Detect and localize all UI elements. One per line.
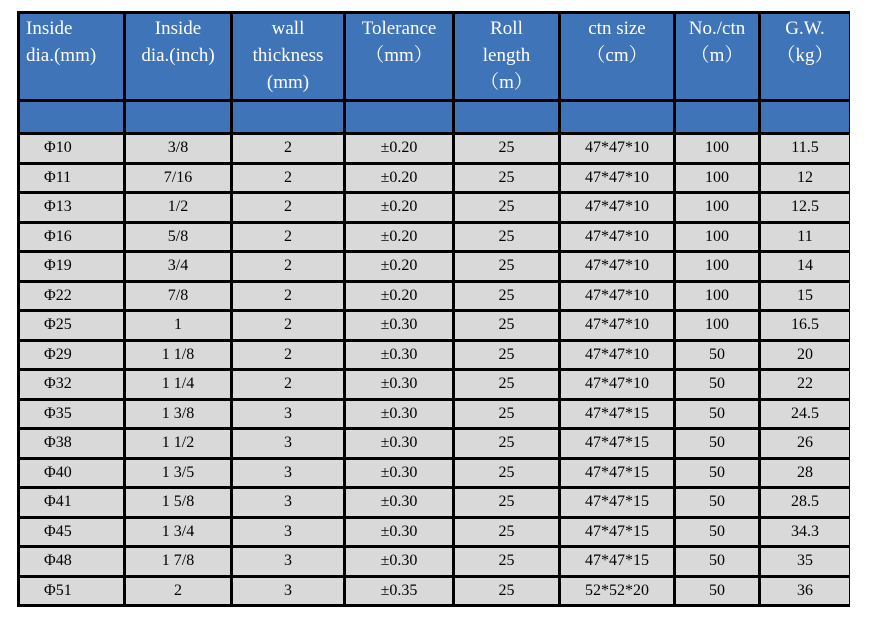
table-cell: 1/2 xyxy=(126,194,230,221)
table-cell: 25 xyxy=(455,135,558,162)
table-cell: 3 xyxy=(233,489,343,516)
header-cell xyxy=(20,14,123,99)
table-cell: 34.3 xyxy=(761,519,849,546)
header-label-line: （cm） xyxy=(586,45,648,66)
table-cell: 3 xyxy=(233,578,343,605)
table-cell: 25 xyxy=(455,165,558,192)
table-cell: 25 xyxy=(455,194,558,221)
table-cell: 2 xyxy=(233,253,343,280)
table-cell: ±0.30 xyxy=(346,548,452,575)
header-label-line: Inside xyxy=(154,18,202,39)
table-cell: Φ41 xyxy=(20,489,123,516)
table-row xyxy=(20,312,849,339)
table-cell: 1 1/2 xyxy=(126,430,230,457)
table-cell: 7/8 xyxy=(126,283,230,310)
table-cell: 50 xyxy=(676,430,758,457)
table-cell: 7/16 xyxy=(126,165,230,192)
header-label-line: （m） xyxy=(690,45,744,66)
header-band-cell xyxy=(761,102,849,132)
table-cell: Φ35 xyxy=(20,401,123,428)
header-label-line: length xyxy=(482,45,531,66)
table-cell: Φ45 xyxy=(20,519,123,546)
table-cell: 14 xyxy=(761,253,849,280)
header-band-cell xyxy=(455,102,558,132)
table-cell: 47*47*15 xyxy=(561,489,673,516)
table-row xyxy=(20,548,849,575)
table-cell: 47*47*15 xyxy=(561,548,673,575)
header-band-cell xyxy=(126,102,230,132)
table-cell: 2 xyxy=(126,578,230,605)
table-cell: 25 xyxy=(455,253,558,280)
header-band-cell xyxy=(676,102,758,132)
table-cell: 50 xyxy=(676,371,758,398)
table-cell: 20 xyxy=(761,342,849,369)
table-cell: 12.5 xyxy=(761,194,849,221)
table-cell: 1 3/8 xyxy=(126,401,230,428)
table-cell: 47*47*15 xyxy=(561,460,673,487)
table-cell: ±0.20 xyxy=(346,224,452,251)
table-cell: Φ48 xyxy=(20,548,123,575)
table-cell: 3 xyxy=(233,460,343,487)
header-label-line: No./ctn xyxy=(688,18,746,39)
table-cell: 50 xyxy=(676,489,758,516)
table-cell: 47*47*10 xyxy=(561,283,673,310)
table-cell: ±0.30 xyxy=(346,519,452,546)
table-cell: 47*47*10 xyxy=(561,194,673,221)
table-cell: ±0.30 xyxy=(346,430,452,457)
table-cell: ±0.30 xyxy=(346,371,452,398)
table-row xyxy=(20,489,849,516)
header-cell xyxy=(561,14,673,99)
table-cell: Φ25 xyxy=(20,312,123,339)
table-cell: 100 xyxy=(676,194,758,221)
table-cell: 11.5 xyxy=(761,135,849,162)
table-cell: 50 xyxy=(676,519,758,546)
header-label-line: dia.(inch) xyxy=(141,45,215,66)
table-cell: 100 xyxy=(676,253,758,280)
table-cell: ±0.35 xyxy=(346,578,452,605)
table-cell: 47*47*10 xyxy=(561,342,673,369)
table-cell: Φ32 xyxy=(20,371,123,398)
table-row xyxy=(20,224,849,251)
header-band-cell xyxy=(346,102,452,132)
table-cell: 100 xyxy=(676,312,758,339)
table-cell: Φ51 xyxy=(20,578,123,605)
table-row xyxy=(20,253,849,280)
header-band-cell xyxy=(233,102,343,132)
table-cell: 25 xyxy=(455,224,558,251)
table-cell: 2 xyxy=(233,342,343,369)
table-cell: 25 xyxy=(455,430,558,457)
header-cell xyxy=(126,14,230,99)
header-cell xyxy=(455,14,558,99)
table-row xyxy=(20,165,849,192)
table-cell: 1 xyxy=(126,312,230,339)
table-cell: 3 xyxy=(233,548,343,575)
table-cell: ±0.20 xyxy=(346,165,452,192)
table-cell: ±0.30 xyxy=(346,312,452,339)
table-cell: 1 1/8 xyxy=(126,342,230,369)
table-cell: 50 xyxy=(676,460,758,487)
table-cell: 25 xyxy=(455,460,558,487)
table-cell: Φ40 xyxy=(20,460,123,487)
table-cell: 1 7/8 xyxy=(126,548,230,575)
table-cell: 3/4 xyxy=(126,253,230,280)
table-cell: 3 xyxy=(233,401,343,428)
table-row xyxy=(20,371,849,398)
table-cell: 15 xyxy=(761,283,849,310)
header-label-line: （m） xyxy=(480,72,533,93)
table-cell: 47*47*15 xyxy=(561,430,673,457)
table-cell: 2 xyxy=(233,283,343,310)
table-cell: 100 xyxy=(676,283,758,310)
table-cell: ±0.20 xyxy=(346,253,452,280)
header-band-cell xyxy=(561,102,673,132)
table-cell: Φ29 xyxy=(20,342,123,369)
table-cell: 22 xyxy=(761,371,849,398)
table-cell: 24.5 xyxy=(761,401,849,428)
table-cell: Φ38 xyxy=(20,430,123,457)
table-cell: 35 xyxy=(761,548,849,575)
table-cell: Φ22 xyxy=(20,283,123,310)
table-cell: 47*47*15 xyxy=(561,519,673,546)
header-band-row xyxy=(20,102,849,132)
table-cell: 3 xyxy=(233,430,343,457)
table-cell: ±0.20 xyxy=(346,135,452,162)
table-cell: 52*52*20 xyxy=(561,578,673,605)
table-cell: 25 xyxy=(455,489,558,516)
table-cell: 25 xyxy=(455,578,558,605)
table-cell: 100 xyxy=(676,165,758,192)
table-row xyxy=(20,430,849,457)
table-cell: 25 xyxy=(455,401,558,428)
table-cell: 47*47*10 xyxy=(561,253,673,280)
table-cell: 50 xyxy=(676,578,758,605)
table-cell: 100 xyxy=(676,135,758,162)
table-cell: 50 xyxy=(676,342,758,369)
table-row xyxy=(20,578,849,605)
table-cell: 2 xyxy=(233,224,343,251)
table-cell: 25 xyxy=(455,519,558,546)
spec-table xyxy=(17,11,852,607)
table-cell: 2 xyxy=(233,194,343,221)
table-cell: 50 xyxy=(676,548,758,575)
table-cell: 2 xyxy=(233,135,343,162)
table-cell: 47*47*10 xyxy=(561,165,673,192)
table-cell: ±0.30 xyxy=(346,460,452,487)
table-cell: 26 xyxy=(761,430,849,457)
table-cell: Φ10 xyxy=(20,135,123,162)
header-cell xyxy=(233,14,343,99)
table-cell: 47*47*10 xyxy=(561,224,673,251)
table-cell: 1 3/5 xyxy=(126,460,230,487)
table-row xyxy=(20,194,849,221)
table-cell: Φ16 xyxy=(20,224,123,251)
table-cell: 1 3/4 xyxy=(126,519,230,546)
table-cell: 47*47*10 xyxy=(561,135,673,162)
header-label-line: （kg） xyxy=(776,45,834,66)
table-cell: 3/8 xyxy=(126,135,230,162)
table-cell: 1 1/4 xyxy=(126,371,230,398)
table-body xyxy=(20,135,849,604)
table-cell: 25 xyxy=(455,342,558,369)
table-cell: 47*47*10 xyxy=(561,371,673,398)
header-cell xyxy=(761,14,849,99)
table-cell: ±0.20 xyxy=(346,283,452,310)
table-cell: 28.5 xyxy=(761,489,849,516)
table-cell: 16.5 xyxy=(761,312,849,339)
table-cell: 28 xyxy=(761,460,849,487)
header-cell xyxy=(346,14,452,99)
table-cell: 47*47*10 xyxy=(561,312,673,339)
table-cell: 50 xyxy=(676,401,758,428)
header-cell xyxy=(676,14,758,99)
spec-table-container xyxy=(17,11,850,607)
header-band-cell xyxy=(20,102,123,132)
table-row xyxy=(20,135,849,162)
header-label-line: thickness xyxy=(252,45,324,66)
table-cell: 36 xyxy=(761,578,849,605)
table-cell: ±0.30 xyxy=(346,401,452,428)
table-cell: 100 xyxy=(676,224,758,251)
header-label-line: G.W. xyxy=(785,18,825,39)
table-cell: 3 xyxy=(233,519,343,546)
header-label-line: （mm） xyxy=(365,45,433,66)
header-label-line: ctn size xyxy=(588,18,646,39)
table-cell: Φ19 xyxy=(20,253,123,280)
header-label-line: Roll xyxy=(490,18,523,39)
table-cell: 2 xyxy=(233,371,343,398)
table-row xyxy=(20,283,849,310)
table-cell: ±0.30 xyxy=(346,342,452,369)
table-row xyxy=(20,519,849,546)
table-cell: 2 xyxy=(233,165,343,192)
table-cell: 25 xyxy=(455,312,558,339)
table-cell: 12 xyxy=(761,165,849,192)
table-cell: 25 xyxy=(455,283,558,310)
table-cell: Φ13 xyxy=(20,194,123,221)
table-cell: 2 xyxy=(233,312,343,339)
table-cell: ±0.30 xyxy=(346,489,452,516)
header-label-line: Tolerance xyxy=(361,18,437,39)
table-cell: 1 5/8 xyxy=(126,489,230,516)
header-label-line: Inside xyxy=(26,18,73,39)
table-row xyxy=(20,401,849,428)
header-label-line: (mm) xyxy=(266,72,310,93)
table-cell: 25 xyxy=(455,371,558,398)
header-label-line: wall xyxy=(271,18,305,39)
table-cell: 11 xyxy=(761,224,849,251)
table-cell: 25 xyxy=(455,548,558,575)
table-cell: Φ11 xyxy=(20,165,123,192)
header-row xyxy=(20,14,849,99)
header-label-line: dia.(mm) xyxy=(26,45,97,66)
table-cell: 47*47*15 xyxy=(561,401,673,428)
table-cell: ±0.20 xyxy=(346,194,452,221)
table-row xyxy=(20,342,849,369)
table-row xyxy=(20,460,849,487)
table-cell: 5/8 xyxy=(126,224,230,251)
